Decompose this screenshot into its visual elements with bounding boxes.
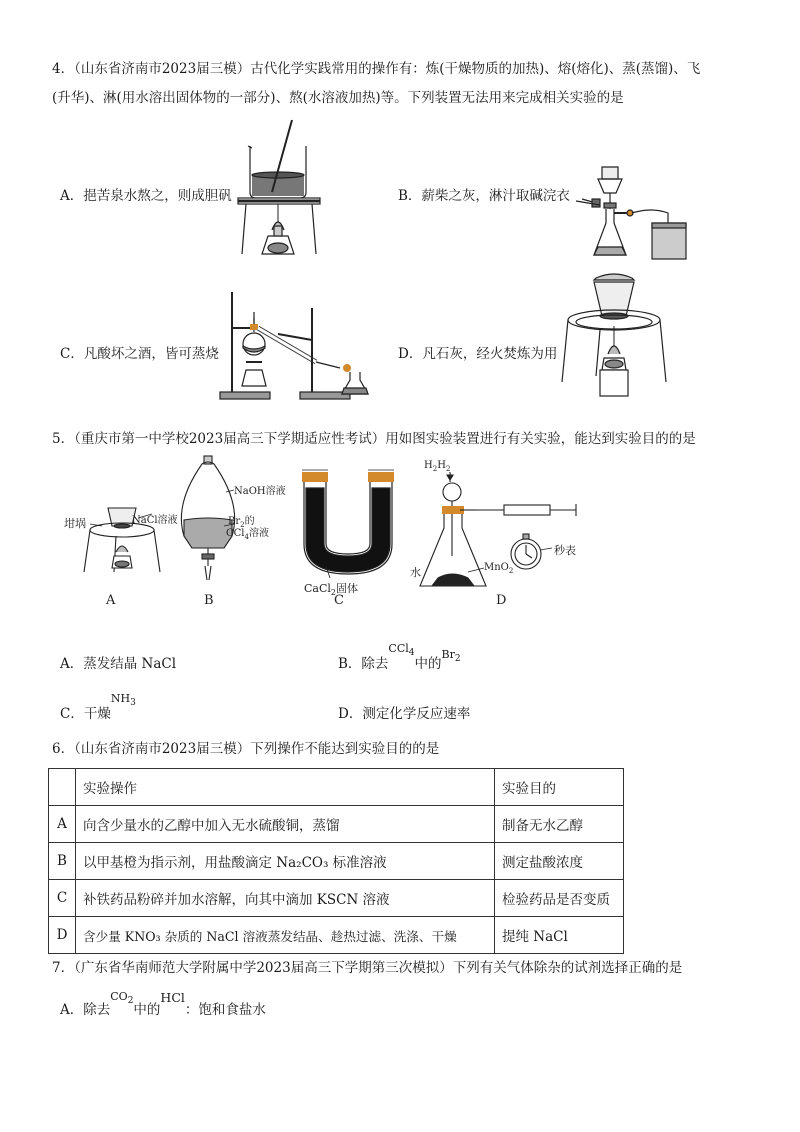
q4-option-c: C．凡酸坏之酒，皆可蒸烧 bbox=[60, 346, 219, 362]
q6-operations-table bbox=[48, 768, 624, 954]
q4-option-a: A．挹苦泉水熬之，则成胆矾 bbox=[60, 188, 232, 204]
table-row-goal: 检验药品是否变质 bbox=[495, 880, 624, 917]
q5-label-nacl-solution: NaCl溶液 bbox=[132, 515, 178, 526]
table-row-op: 含少量 KNO₃ 杂质的 NaCl 溶液蒸发结晶、趁热过滤、洗涤、干燥 bbox=[76, 917, 495, 954]
q4-stem-line2: (升华)、淋(用水溶出固体物的一部分)、熬(水溶液加热)等。下列装置无法用来完成相关实验的是 bbox=[52, 90, 624, 106]
q5-label-c: C bbox=[334, 593, 344, 608]
q4-option-b: B．薪柴之灰，淋汁取碱浣衣 bbox=[398, 188, 570, 204]
q4-figure-a-evaporation-apparatus bbox=[236, 118, 326, 266]
table-row bbox=[49, 880, 624, 917]
table-row bbox=[49, 917, 624, 954]
q4-figure-d-calcination bbox=[560, 272, 670, 402]
q4-stem-line1: 4．（山东省济南市2023届三模）古代化学实践常用的操作有：炼(干燥物质的加热)、熔(熔化)、蒸(蒸馏)、飞 bbox=[52, 61, 701, 77]
table-row-op: 补铁药品粉碎并加水溶解，向其中滴加 KSCN 溶液 bbox=[76, 880, 495, 917]
table-row-goal: 制备无水乙醇 bbox=[495, 806, 624, 843]
q5-option-d: D．测定化学反应速率 bbox=[338, 706, 471, 722]
q4-figure-c-distillation bbox=[216, 288, 376, 403]
svg-text:H2H2: $H_2H_2$ bbox=[424, 460, 451, 473]
q5-label-naoh-solution: NaOH溶液 bbox=[234, 486, 286, 497]
table-row-key: A bbox=[49, 806, 76, 843]
table-row-goal: 提纯 NaCl bbox=[495, 917, 624, 954]
q5-figure-apparatus-set bbox=[56, 454, 616, 614]
q5-label-b: B bbox=[204, 593, 214, 608]
table-row-op: 以甲基橙为指示剂，用盐酸滴定 Na₂CO₃ 标准溶液 bbox=[76, 843, 495, 880]
q5-stem: 5．（重庆市第一中学校2023届高三下学期适应性考试）用如图实验装置进行有关实验，能达到实验目的的是 bbox=[52, 431, 696, 447]
svg-text:CCl4溶液: CCl$_4$溶液 bbox=[226, 528, 269, 541]
q5-label-cacl2: CaCl bbox=[304, 582, 331, 595]
q5-label-d: D bbox=[496, 593, 507, 608]
q5-label-ccl4: CCl bbox=[226, 528, 245, 539]
q5-option-a: A．蒸发结晶 NaCl bbox=[60, 656, 177, 672]
table-row-key: D bbox=[49, 917, 76, 954]
table-header-op: 实验操作 bbox=[76, 769, 495, 806]
q5-label-h2o2: H bbox=[424, 460, 433, 471]
table-row-op: 向含少量水的乙醇中加入无水硫酸铜，蒸馏 bbox=[76, 806, 495, 843]
q4-option-d: D．凡石灰，经火焚炼为用 bbox=[398, 346, 558, 362]
q5-label-crucible: 坩埚 bbox=[64, 517, 86, 530]
table-row bbox=[49, 843, 624, 880]
q5-label-mno2: MnO bbox=[484, 562, 509, 573]
table-header-row bbox=[49, 769, 624, 806]
table-header-goal: 实验目的 bbox=[495, 769, 624, 806]
q5-label-water: 水 bbox=[410, 566, 421, 579]
q5-label-br2: Br bbox=[228, 516, 241, 527]
q6-stem: 6．（山东省济南市2023届三模）下列操作不能达到实验目的的是 bbox=[52, 741, 440, 757]
table-row-key: C bbox=[49, 880, 76, 917]
q5-label-stopwatch: 秒表 bbox=[554, 544, 576, 557]
q5-option-c: C．干燥$NH_3$ bbox=[60, 692, 136, 722]
q7-option-a: A．除去$CO_2$中的HCl：饱和食盐水 bbox=[60, 990, 266, 1018]
table-row-key: B bbox=[49, 843, 76, 880]
svg-text:MnO2: MnO$_2$ bbox=[484, 562, 514, 575]
q5-figure-b-separatory-funnel bbox=[181, 456, 234, 580]
q5-option-b: B．除去CCl$_4$中的$_{Br_2}$ bbox=[338, 642, 461, 672]
svg-text:Br2的: $Br_2$的 bbox=[228, 516, 255, 529]
svg-text:CaCl2固体: CaCl$_2$固体 bbox=[304, 582, 359, 597]
table-row-goal: 测定盐酸浓度 bbox=[495, 843, 624, 880]
q4-figure-b-suction-filtration bbox=[572, 163, 692, 268]
table-row bbox=[49, 806, 624, 843]
q5-figure-c-u-tube bbox=[302, 470, 394, 578]
q5-label-a: A bbox=[106, 593, 116, 608]
q7-stem: 7．（广东省华南师范大学附属中学2023届高三下学期第三次模拟）下列有关气体除杂的试剂选择正确的是 bbox=[52, 960, 683, 976]
